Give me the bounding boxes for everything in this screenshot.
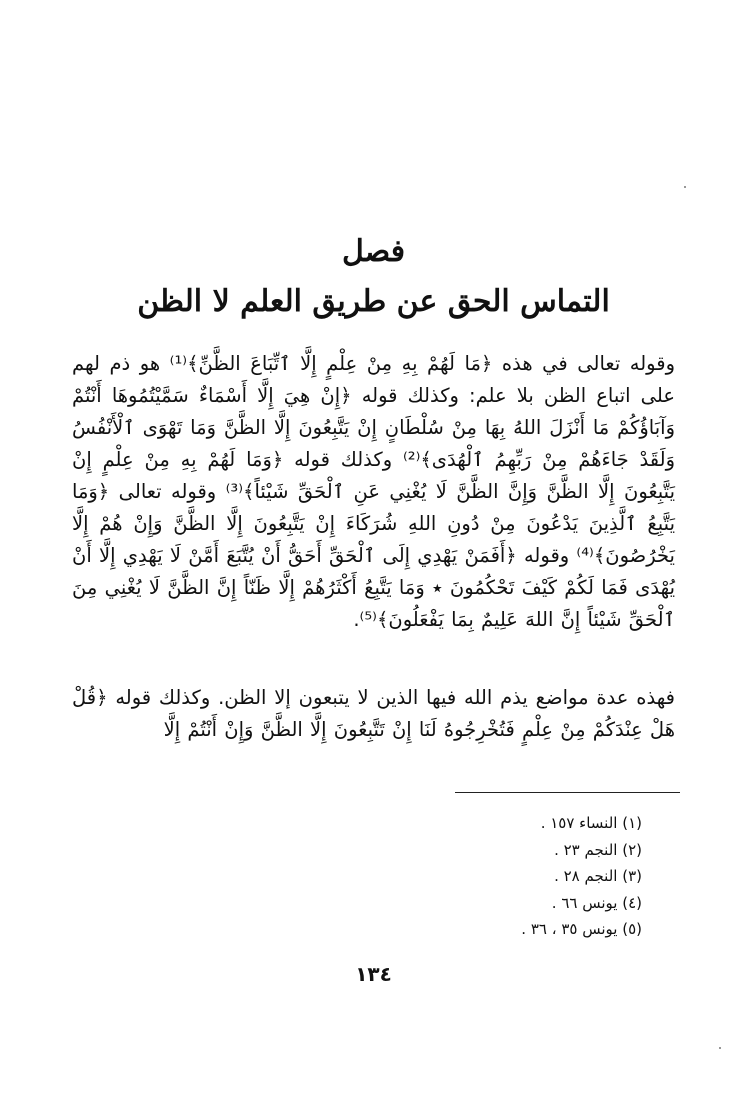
- paragraph-text: فهذه عدة مواضع يذم الله فيها الذين لا يتبعون إلا الظن. وكذلك قوله ﴿قُلْ هَلْ عِنْدَكُمْ مِنْ عِلْمٍ فَتُخْرِجُوهُ لَنَا إِنْ تَتَّبِعُونَ إِلَّا الظَّنَّ وَإِنْ أَنْتُمْ إِلَّا: [72, 686, 675, 741]
- footnote-item: (٣) النجم ٢٨ .: [554, 867, 642, 885]
- footnote-item: (١) النساء ١٥٧ .: [540, 814, 642, 832]
- footnote-item: (٢) النجم ٢٣ .: [554, 840, 642, 859]
- scan-speck: [684, 186, 686, 188]
- page-number: ١٣٤: [355, 962, 392, 986]
- footnote-separator: [455, 792, 680, 793]
- paragraph-text: وقوله تعالى في هذه ﴿مَا لَهُمْ بِهِ مِنْ عِلْمٍ إِلَّا ٱتِّبَاعَ الظَّنِّ﴾⁽¹⁾ هو ذم لهم على اتباع الظن بلا علم: وكذلك قوله ﴿إِنْ هِيَ إِلَّا أَسْمَاءٌ سَمَّيْتُمُوهَا أَنْتُمْ وَآبَاؤُكُمْ مَا أَنْزَلَ اللهُ بِهَا مِنْ سُلْطَانٍ إِنْ يَتَّبِعُونَ إِلَّا الظَّنَّ وَمَا تَهْوَى ٱلْأَنْفُسُ وَلَقَدْ جَاءَهُمْ مِنْ رَبِّهِمُ ٱلْهُدَى﴾⁽²⁾ وكذلك قوله ﴿وَمَا لَهُمْ بِهِ مِنْ عِلْمٍ إِنْ يَتَّبِعُونَ إِلَّا الظَّنَّ وَإِنَّ الظَّنَّ لَا يُغْنِي عَنِ ٱلْحَقِّ شَيْئاً﴾⁽³⁾ وقوله تعالى ﴿وَمَا يَتَّبِعُ ٱلَّذِينَ يَدْعُونَ مِنْ دُونِ اللهِ شُرَكَاءَ إِنْ يَتَّبِعُونَ إِلَّا الظَّنَّ وَإِنْ هُمْ إِلَّا يَخْرُصُونَ﴾⁽⁴⁾ وقوله ﴿أَفَمَنْ يَهْدِي إِلَى ٱلْحَقِّ أَحَقُّ أَنْ يُتَّبَعَ أَمَّنْ لَا يَهْدِي إِلَّا أَنْ يُهْدَى فَمَا لَكُمْ كَيْفَ تَحْكُمُونَ ٭ وَمَا يَتَّبِعُ أَكْثَرُهُمْ إِلَّا ظَنّاً إِنَّ الظَّنَّ لَا يُغْنِي مِنَ ٱلْحَقِّ شَيْئاً إِنَّ اللهَ عَلِيمٌ بِمَا يَفْعَلُونَ﴾⁽⁵⁾.: [72, 352, 675, 631]
- footnotes-list: [382, 810, 642, 943]
- footnote-item: (٥) يونس ٣٥ ، ٣٦ .: [521, 920, 642, 938]
- section-label: فصل: [341, 234, 406, 269]
- scan-speck: [719, 1047, 721, 1049]
- footnote-item: (٤) يونس ٦٦ .: [551, 893, 642, 912]
- paragraph-1: [72, 348, 675, 636]
- paragraph-2: [72, 682, 675, 746]
- section-title: التماس الحق عن طريق العلم لا الظن: [137, 284, 610, 319]
